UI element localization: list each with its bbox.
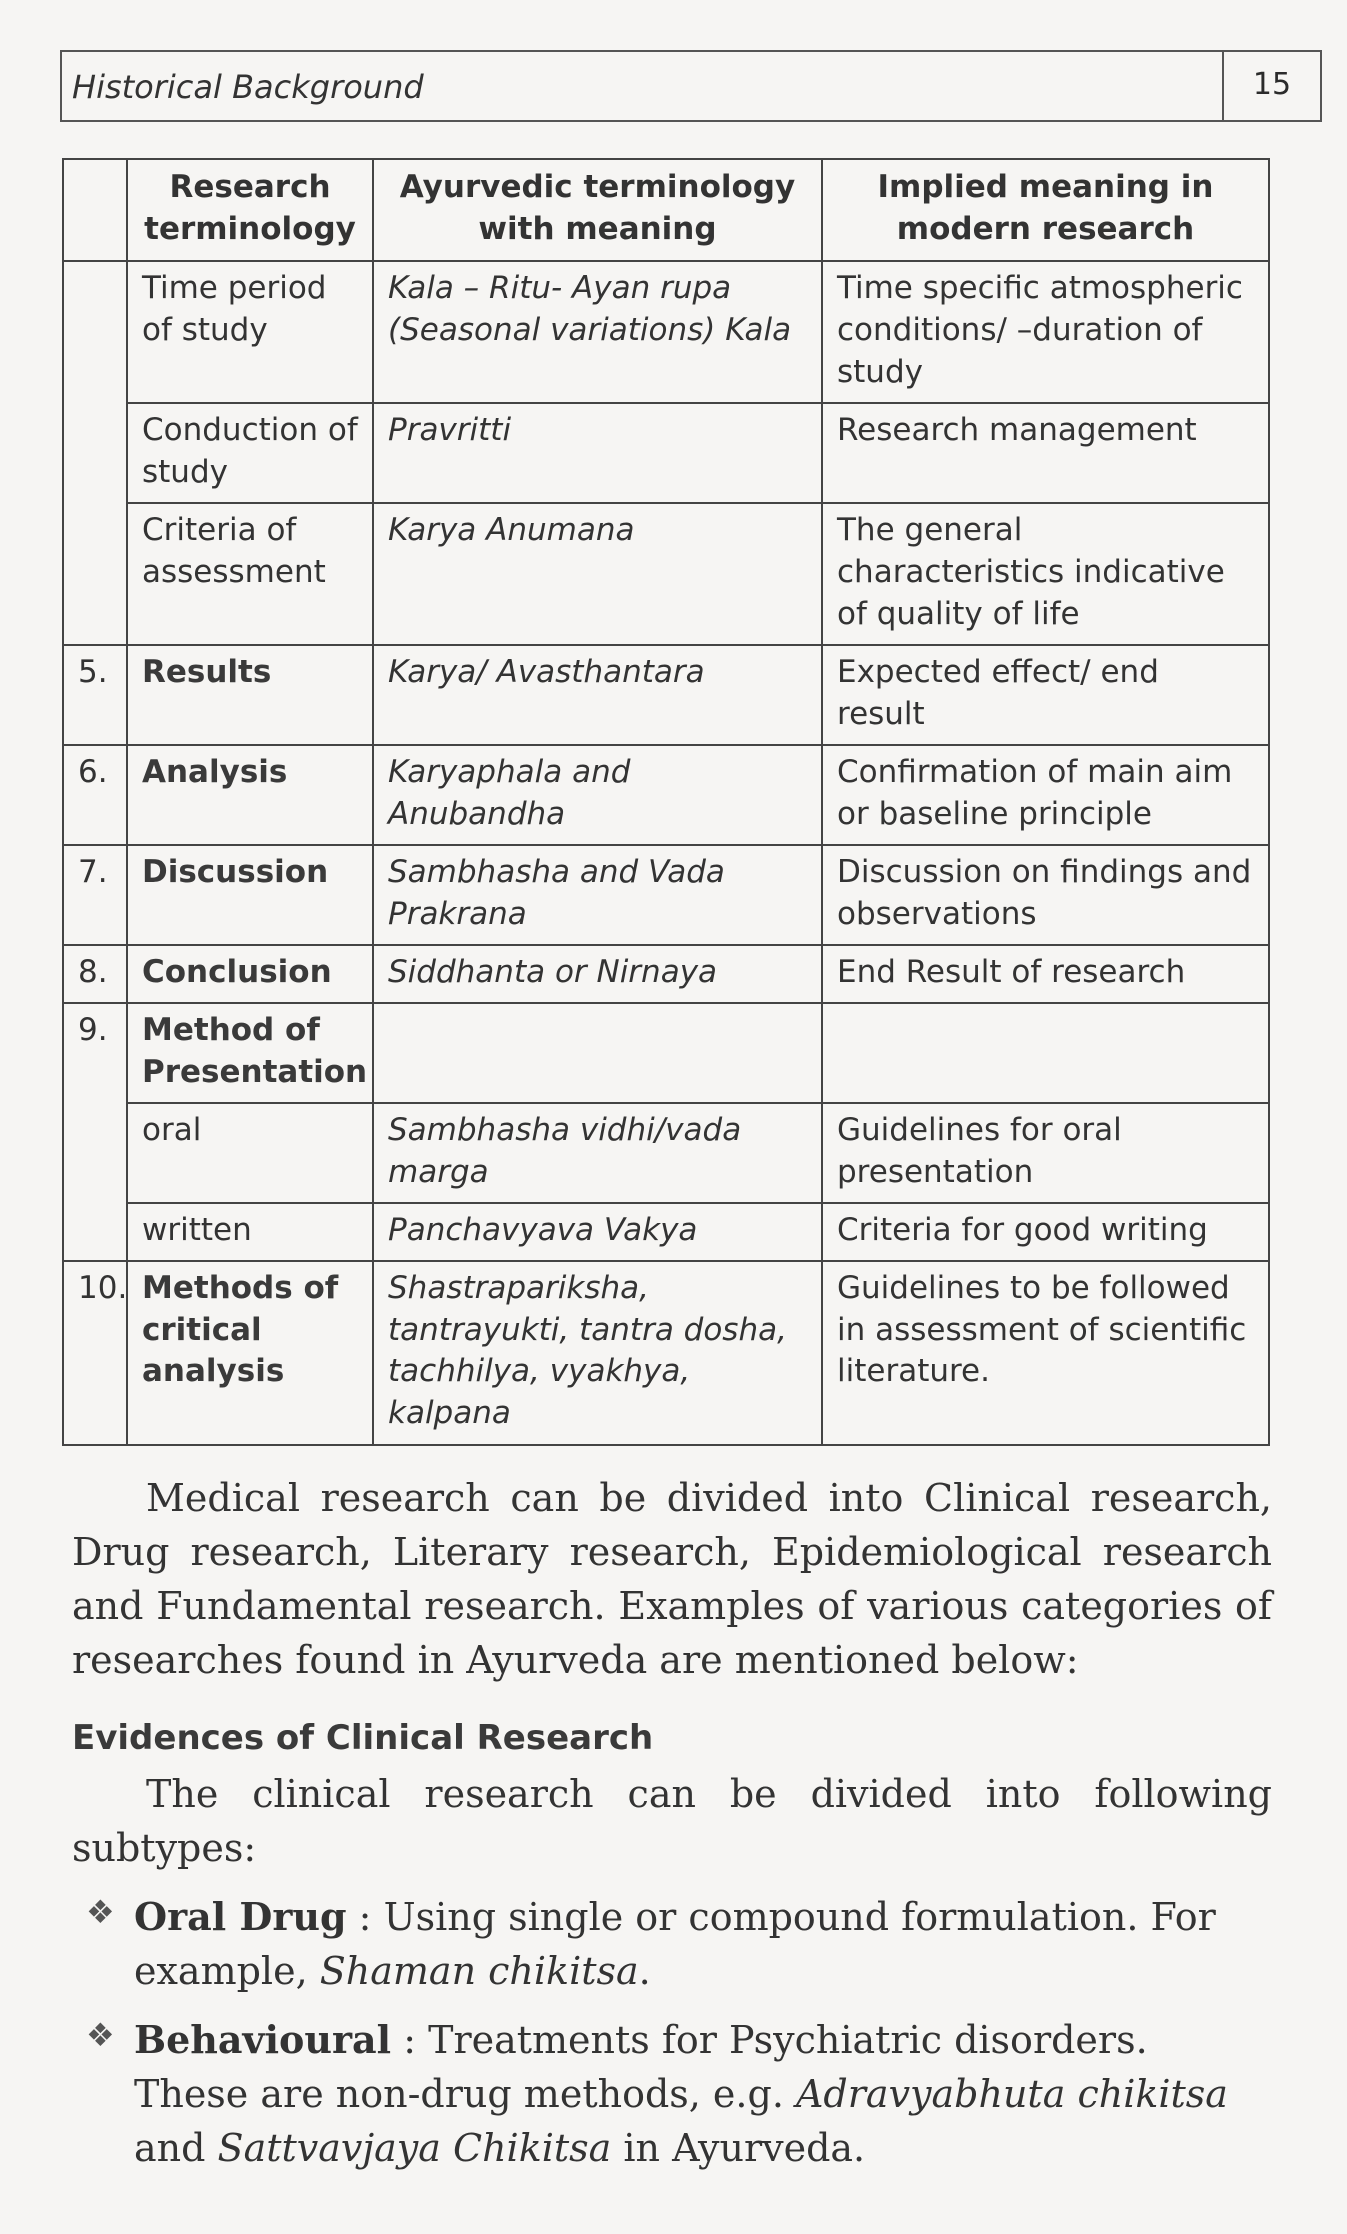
row-number: 5. <box>63 645 127 745</box>
table-row <box>63 745 1269 845</box>
diamond-bullet-icon: ❖ <box>86 2015 115 2054</box>
ayurvedic-term: Karya Anumana <box>373 503 822 645</box>
ayurvedic-term: Sambhasha vidhi/vada marga <box>373 1103 822 1203</box>
ayurvedic-term: Kala – Ritu- Ayan rupa (Seasonal variations) Kala <box>373 261 822 403</box>
modern-meaning: Expected effect/ end result <box>822 645 1269 745</box>
table-row <box>63 1203 1269 1261</box>
table-row <box>63 645 1269 745</box>
modern-meaning: Criteria for good writing <box>822 1203 1269 1261</box>
research-term: Discussion <box>127 845 373 945</box>
intro-paragraph: Medical research can be divided into Clinical research, Drug research, Literary research, Epidemiological research and Fundamental research. Examples of various categories of researches found in Ayurveda are mentioned below: <box>72 1476 1272 1682</box>
table-row <box>63 403 1269 503</box>
research-term: Results <box>127 645 373 745</box>
modern-meaning: The general characteristics indicative of quality of life <box>822 503 1269 645</box>
row-number <box>63 261 127 645</box>
research-term: oral <box>127 1103 373 1203</box>
bullet-italic-term: Adravyabhuta chikitsa <box>795 2071 1228 2116</box>
table-row <box>63 845 1269 945</box>
ayurvedic-term: Siddhanta or Nirnaya <box>373 945 822 1003</box>
ayurvedic-term: Pravritti <box>373 403 822 503</box>
table-row <box>63 1003 1269 1103</box>
row-number: 10. <box>63 1261 127 1445</box>
bullet-tail: . <box>638 1948 651 1993</box>
research-term: Conduction of study <box>127 403 373 503</box>
running-header <box>60 50 1292 122</box>
bullet-italic-term: Shaman chikitsa <box>319 1948 639 1993</box>
bullet-italic-term-2: Sattvavjaya Chikitsa <box>217 2125 612 2170</box>
ayurvedic-term: Sambhasha and Vada Prakrana <box>373 845 822 945</box>
ayurvedic-term: Karya/ Avasthantara <box>373 645 822 745</box>
diamond-bullet-icon: ❖ <box>86 1892 115 1931</box>
ayurvedic-term: Panchavyava Vakya <box>373 1203 822 1261</box>
ayurvedic-term <box>373 1003 822 1103</box>
row-number: 8. <box>63 945 127 1003</box>
research-term: Analysis <box>127 745 373 845</box>
bullet-text: Using single or compound formulation. For example, <box>134 1894 1216 1993</box>
col-header-modern: Implied meaning in modern research <box>822 159 1269 261</box>
modern-meaning: Time specific atmospheric conditions/ –duration of study <box>822 261 1269 403</box>
modern-meaning: Discussion on findings and observations <box>822 845 1269 945</box>
col-header-research: Research terminology <box>127 159 373 261</box>
modern-meaning: Research management <box>822 403 1269 503</box>
ayurvedic-term: Shastrapariksha, tantrayukti, tantra dosha, tachhilya, vyakhya, kalpana <box>373 1261 822 1445</box>
bullet-text: Treatments for Psychiatric disorders. These are non-drug methods, e.g. <box>134 2017 1148 2116</box>
col-header-num <box>63 159 127 261</box>
bullet-tail: in Ayurveda. <box>611 2125 866 2170</box>
row-number: 7. <box>63 845 127 945</box>
bullet-item-oral-drug <box>72 1890 1272 1999</box>
bullet-separator: : <box>391 2017 429 2062</box>
section-heading: Evidences of Clinical Research <box>72 1717 654 1758</box>
table-row <box>63 1261 1269 1445</box>
table-row <box>63 503 1269 645</box>
modern-meaning: End Result of research <box>822 945 1269 1003</box>
modern-meaning: Guidelines to be followed in assessment of scientific literature. <box>822 1261 1269 1445</box>
row-number: 9. <box>63 1003 127 1261</box>
clinical-paragraph: The clinical research can be divided into following subtypes: <box>72 1772 1272 1871</box>
table-header-row <box>63 159 1269 261</box>
research-term: Criteria of assessment <box>127 503 373 645</box>
header-title: Historical Background <box>72 68 424 106</box>
bullet-separator: : <box>346 1894 384 1939</box>
bullet-label: Behavioural <box>134 2016 392 2062</box>
research-term: written <box>127 1203 373 1261</box>
modern-meaning: Guidelines for oral presentation <box>822 1103 1269 1203</box>
modern-meaning: Confirmation of main aim or baseline principle <box>822 745 1269 845</box>
col-header-ayurvedic: Ayurvedic terminology with meaning <box>373 159 822 261</box>
bullet-mid: and <box>134 2125 218 2170</box>
modern-meaning <box>822 1003 1269 1103</box>
research-term: Methods of critical analysis <box>127 1261 373 1445</box>
row-number: 6. <box>63 745 127 845</box>
table-row <box>63 261 1269 403</box>
table-row <box>63 945 1269 1003</box>
ayurvedic-term: Karyaphala and Anubandha <box>373 745 822 845</box>
page-number: 15 <box>1222 50 1322 122</box>
bullet-label: Oral Drug <box>134 1893 347 1939</box>
table-row <box>63 1103 1269 1203</box>
bullet-item-behavioural <box>72 2013 1272 2176</box>
research-term: Method of Presentation <box>127 1003 373 1103</box>
body-text <box>72 1472 1272 2176</box>
research-term: Time period of study <box>127 261 373 403</box>
research-term: Conclusion <box>127 945 373 1003</box>
terminology-table <box>62 158 1270 1446</box>
